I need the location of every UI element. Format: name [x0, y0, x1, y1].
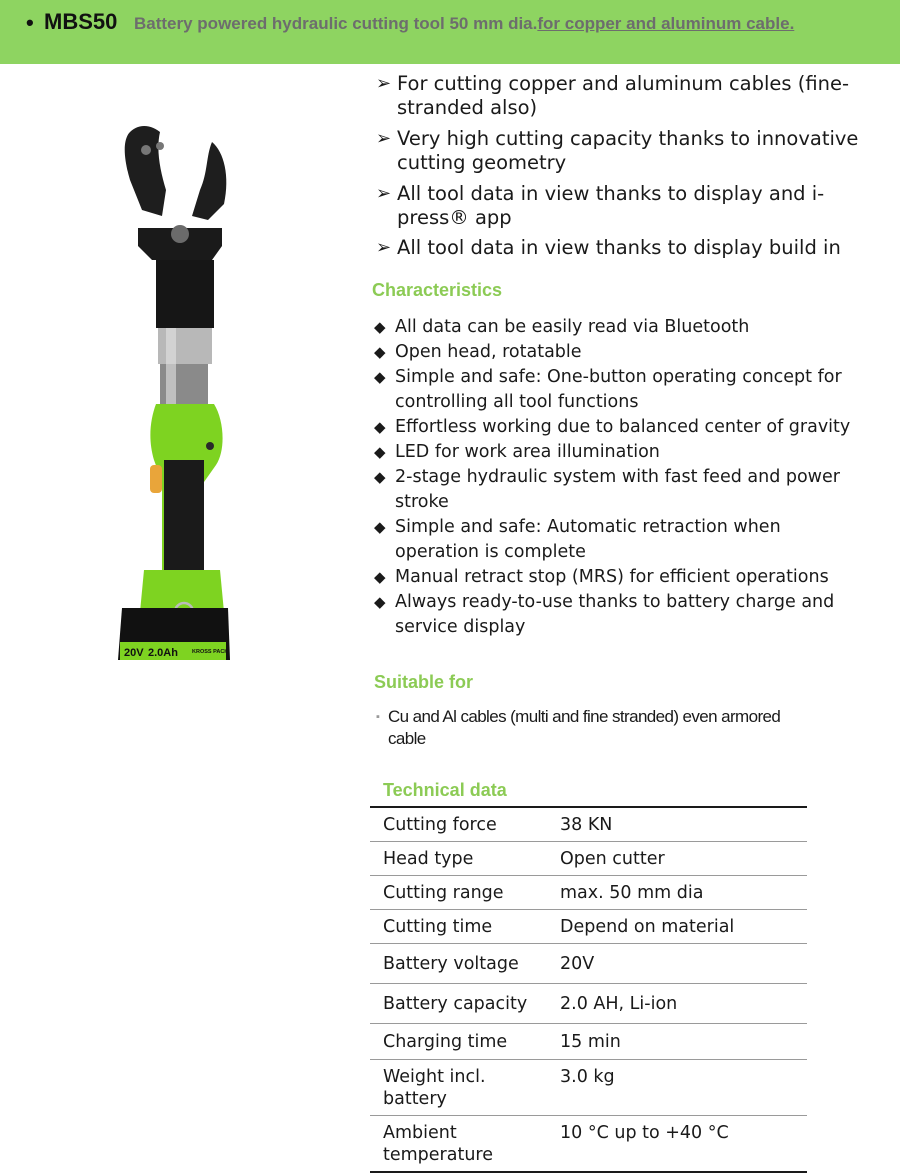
row-value: 15 min	[559, 1024, 807, 1060]
row-value: 3.0 kg	[559, 1060, 807, 1116]
table-row	[370, 807, 807, 842]
table-row	[370, 1116, 807, 1173]
list-item-text: Effortless working due to balanced center of gravity	[395, 417, 851, 437]
feature-line-1: For cutting copper and aluminum cables (fine-	[397, 72, 850, 95]
product-photo	[100, 120, 250, 670]
row-label: Charging time	[370, 1024, 559, 1060]
list-item-text: 2-stage hydraulic system with fast feed and power	[395, 467, 840, 487]
list-item	[374, 440, 874, 465]
list-item	[374, 315, 874, 340]
table-row	[370, 944, 807, 984]
title-bullet: •	[26, 10, 34, 35]
arrow-bullet-icon: ➢	[376, 237, 392, 258]
technical-data-table	[370, 806, 807, 1173]
suitable-line-1: Cu and Al cables (multi and fine stranded) even armored	[388, 707, 781, 726]
diamond-bullet-icon: ◆	[374, 518, 386, 536]
diamond-bullet-icon: ◆	[374, 593, 386, 611]
battery-voltage-label: 20V	[124, 647, 144, 659]
diamond-bullet-icon: ◆	[374, 418, 386, 436]
table-row	[370, 1024, 807, 1060]
arrow-bullet-icon: ➢	[376, 73, 392, 94]
table-row	[370, 984, 807, 1024]
row-value: Open cutter	[559, 842, 807, 876]
model-description	[134, 14, 794, 34]
arrow-bullet-icon: ➢	[376, 183, 392, 204]
hydraulic-cylinder	[158, 328, 212, 404]
characteristics-list	[374, 315, 874, 640]
list-item-text-cont: stroke	[395, 492, 449, 512]
list-item-text: Always ready-to-use thanks to battery charge and	[395, 592, 835, 612]
row-label: Cutting range	[370, 876, 559, 910]
diamond-bullet-icon: ◆	[374, 443, 386, 461]
list-item	[374, 565, 874, 590]
row-value: max. 50 mm dia	[559, 876, 807, 910]
list-item	[374, 365, 874, 415]
feature-line-1: All tool data in view thanks to display build in	[397, 236, 841, 259]
feature-item	[376, 182, 876, 230]
feature-item	[376, 236, 876, 260]
feature-line-2: stranded also)	[397, 96, 538, 119]
feature-item	[376, 72, 876, 120]
row-label-line-2: battery	[383, 1089, 447, 1109]
feature-line-2: cutting geometry	[397, 151, 567, 174]
row-value: Depend on material	[559, 910, 807, 944]
row-label: Cutting time	[370, 910, 559, 944]
feature-item	[376, 127, 876, 175]
list-item	[374, 515, 874, 565]
description-text: Battery powered hydraulic cutting tool 50 mm dia.	[134, 14, 538, 33]
row-label	[370, 1060, 559, 1116]
list-item	[374, 340, 874, 365]
row-label: Battery voltage	[370, 944, 559, 984]
list-item-text-cont: service display	[395, 617, 526, 637]
suitable-item	[376, 706, 826, 750]
diamond-bullet-icon: ◆	[374, 568, 386, 586]
list-item-text: Manual retract stop (MRS) for efficient operations	[395, 567, 829, 587]
list-item-text: Simple and safe: One-button operating concept for	[395, 367, 842, 387]
table-row	[370, 910, 807, 944]
list-item-text: Simple and safe: Automatic retraction when	[395, 517, 781, 537]
list-item-text-cont: operation is complete	[395, 542, 586, 562]
row-label: Cutting force	[383, 815, 497, 835]
row-label-line-1: Weight incl.	[383, 1067, 486, 1087]
row-value: 10 °C up to +40 °C	[559, 1116, 807, 1173]
square-bullet-icon: ▪	[376, 711, 380, 723]
arrow-bullet-icon: ➢	[376, 128, 392, 149]
feature-line-1: Very high cutting capacity thanks to innovative	[397, 127, 859, 150]
diamond-bullet-icon: ◆	[374, 343, 386, 361]
feature-line-1: All tool data in view thanks to display and i-	[397, 182, 825, 205]
tool-body	[140, 404, 224, 621]
battery-pack	[118, 608, 230, 660]
diamond-bullet-icon: ◆	[374, 318, 386, 336]
cutting-head	[125, 126, 227, 328]
table-row	[370, 1060, 807, 1116]
diamond-bullet-icon: ◆	[374, 368, 386, 386]
list-item-text: All data can be easily read via Bluetooth	[395, 317, 750, 337]
description-underlined: for copper and aluminum cable.	[537, 14, 795, 33]
list-item	[374, 415, 874, 440]
row-label	[370, 1116, 559, 1173]
table-row	[370, 842, 807, 876]
feature-line-2: press® app	[397, 206, 512, 229]
list-item-text: LED for work area illumination	[395, 442, 660, 462]
list-item-text: Open head, rotatable	[395, 342, 582, 362]
battery-brand-label: KROSS PACK	[192, 649, 229, 655]
row-label: Battery capacity	[370, 984, 559, 1024]
row-label-line-2: temperature	[383, 1145, 493, 1165]
suitable-line-2: cable	[388, 729, 426, 748]
row-label-line-1: Ambient	[383, 1123, 457, 1143]
row-value: 2.0 AH, Li-ion	[559, 984, 807, 1024]
list-item	[374, 590, 874, 640]
row-label: Head type	[370, 842, 559, 876]
characteristics-heading: Characteristics	[372, 280, 503, 300]
model-name: MBS50	[44, 9, 118, 34]
row-value: 38 KN	[560, 815, 613, 835]
table-row	[370, 876, 807, 910]
list-item	[374, 465, 874, 515]
suitable-heading: Suitable for	[374, 672, 474, 692]
row-value: 20V	[559, 944, 807, 984]
title-banner	[0, 0, 900, 64]
technical-heading: Technical data	[383, 780, 507, 800]
list-item-text-cont: controlling all tool functions	[395, 392, 639, 412]
battery-capacity-label: 2.0Ah	[148, 647, 178, 659]
diamond-bullet-icon: ◆	[374, 468, 386, 486]
